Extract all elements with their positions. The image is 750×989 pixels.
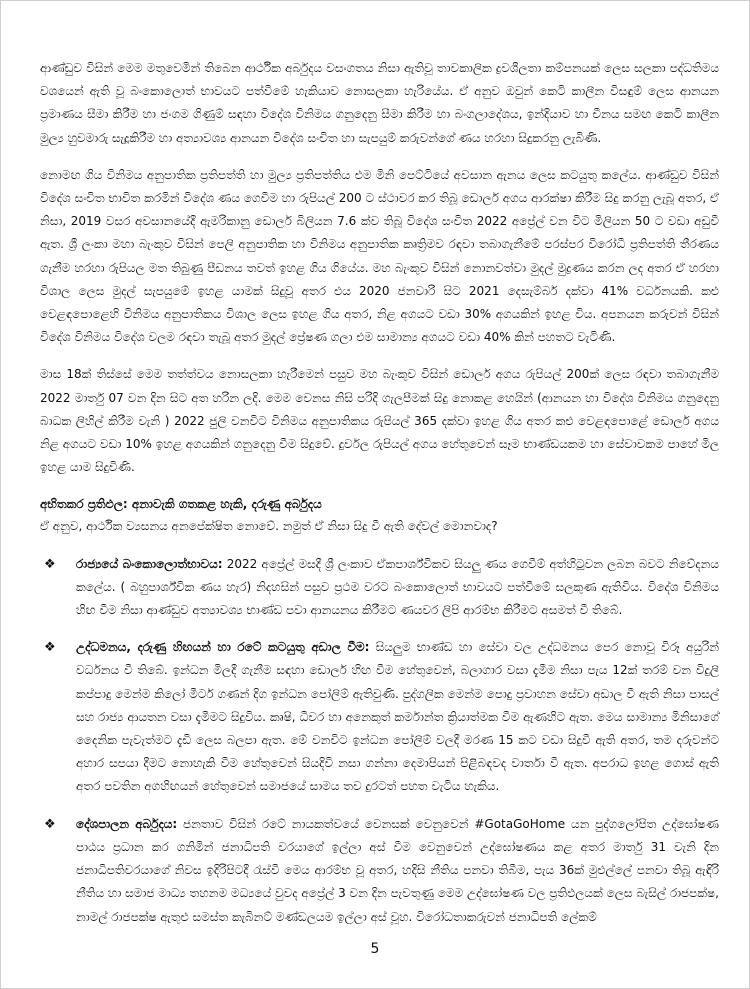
paragraph-1: ආණ්ඩුව විසින් මෙම මතුවෙමින් තිබෙන ආර්ථික අර්බුදය වසංගතය නිසා ඇතිවූ තාවකාලික ද්‍රවශීලතා කම්පනයක් ලෙස සලකා පද්ධතිමය වශයෙන් ඇති වූ බංකොලොත් භාවයට පත්වීමේ හැකියාව නොසලකා හැරියේය. ඒ අනුව ඔවුන් කෙටි කාලීන විසඳුම් ලෙස ආනයන ප්‍රමාණය සීමා කිරීම හා ජංගම ගිණුම් සඳහා විදේශ විනිමය ගනුදෙනු සීමා කිරීම හා බංගලාදේශය, ඉන්දියාව හා චීනය සමඟ කෙටි කාලීන මුල්‍ය හුවමාරු සැදූකිරීම හා අත්‍යාවශ්‍ය ආනයන විදේශ සංචිත හා සැපයුම් කරුවන්ගේ ණය හරහා සිදුකරනු ලැබිණි. xyxy=(40,61,719,145)
paragraph-2: නොමඟ ගිය විනිමය අනුපාතික ප්‍රතිපත්ති හා මුල්‍ය ප්‍රතිපත්තිය එම මිනි පෙට්ටියේ අවසාන ඇනය ලෙස කටයුතු කලේය. ආණ්ඩුව විසින් විදේශ සංචිත භාවිත කරමින් විදේශ ණය ගෙවීම හා රුපියල් 200 ට ස්ථාවර කර තිබූ ඩොලර් අගය ආරක්ෂා කිරීම සිදු කරනු ලැබූ අතර, ඒ නිසා, 2019 වසර අවසානයේදී ඇමරිකානු ඩොලර් බිලියන 7.6 ක්ව තිබූ විදේශ සංචිත 2022 අප්‍රේල් වන විට මිලියන 50 ට වඩා අඩුවී ඇත. ශ්‍රී ලංකා මහා බැංකුව විසින් පෙලි අනුපාතික හා විනිමය අනුපාතික කෘත්‍රිමව රඳවා තබාගැනීමේ පරස්පර විරෝධී ප්‍රතිපත්ති තීරණය ගැනීම හරහා රුපියල මත තිබුණු පීඩනය තවත් ඉහළ ගිය ගියේය. මහ බැංකුව විසින් නොනවත්වා මුදල් මුද්‍රණය කරන ලද අතර ඒ හරහා විශාල ලෙස මුදල් සැපයුමේ ඉහළ යාමක් සිදුවූ අතර එය 2020 ජනවාරි සිට 2021 දෙසැම්බර් දක්වා 41% වර්ධනයකි. කළු වෙළඳපොළෙහි විනිමය අනුපාතිකය විශාල ලෙස ඉහළ ගිය අතර, නිළ අගයට වඩා 30% අගයකින් ඉහළ විය. අපනයන කරුවන් විසින් විදේශ විනිමය විදේශ වලම රඳවා තැබූ අතර මුදල් ප්‍රේෂණ ගලා එම සාමාන්‍ය අගයට වඩා 40% කින් පහතට වැටිණි. xyxy=(40,167,719,345)
diamond-bullet-icon: ❖ xyxy=(44,816,56,832)
bullet-text xyxy=(76,813,719,929)
page-content xyxy=(40,57,719,943)
bullet-lead: රාජ්‍යයේ බංකොලොත්භාවය: xyxy=(76,556,223,571)
section-intro: ඒ අනුව, ආර්ථික ව්‍යසනය අනපේක්ෂිත නොවේ. නමුත් ඒ නිසා සිදු වී ඇති දේවල් මොනවාද? xyxy=(40,519,498,534)
bullet-text xyxy=(76,553,719,623)
bullet-body: 2022 අප්‍රේල් මසදී ශ්‍රී ලංකාව ඒකපාර්ශ්විකව සියලු ණය ගෙවීම් අත්හිටුවන ලබන බවට නිවේදනය කලේය. ( බහුපාර්ශ්වික ණය හැර) නිදහසින් පසුව ප්‍රථම වරට බංකොලොත් භාවයට පත්වීමේ සලකුණ ඇතිවිය. විදේශ විනිමය හිඟ වීම නිසා ආණ්ඩුව අත්‍යාවශ්‍ය භාණ්ඩ පවා ආනයනය කිරීමට ණයවර ලිපි ආරම්භ කිරීමට අසමත් වී තිබේ. xyxy=(76,556,719,618)
diamond-bullet-icon: ❖ xyxy=(44,640,56,656)
paragraph-3: මාස 18ක් තිස්සේ මෙම තත්ත්වය නොසලකා හැරීමෙන් පසුව මහ බැංකුව විසින් ඩොලර් අගය රුපියල් 200ක් ලෙස රඳවා තබාගැනීම 2022 මාර්තු 07 වන දින සිට අත හරින ලදි. මෙම වෙනස නිසි පරිදි ගැලපීමක් සිදු නොකළ හෙයින් (ආනයන හා විදේශ විනිමය ගනුදෙනු බාධක ලිහිල් කිරීම වැනි ) 2022 ජුලි වනවිට විනිමය අනුපාතිකය රුපියල් 365 දක්වා ඉහළ ගිය අතර කළු වෙළඳපොළේ ඩොලර් අගය නිළ අගයට වඩා 10% ඉහළ අගයකින් ගනුදෙනු වීම සිදුවේ. දුර්වල රුපියල් අගය හේතුවෙන් සෑම භාණ්ඩයකම හා සේවාවකම පාහේ මිල ඉහළ යාම සිදුවිණි. xyxy=(40,367,719,475)
section-heading: අභිතකර ප්‍රතිඵල: අනාවැකි ගතකළ හැකි, දරුණු අර්බුදය xyxy=(40,497,322,512)
bullet-body: ජනතාව විසින් රටේ නායකත්වයේ වෙනසක් වෙනුවෙන් #GotaGoHome යන පුද්ගලෝපිත උද්ඝෝෂණ පාඨය ප්‍රධාන කර ගනිමින් ජනාධිපති වරයාගේ ඉල්ලා අස් වීම වෙනුවෙන් උද්ඝෝෂණය කළ අතර මාර්තු 31 වැනි දින ජනාධිපතිවරයාගේ නිවස ඉදිරිපිටදී රැස්වී මෙය ආරම්භ වූ අතර, හදිසි නීතිය පනවා තිබීම, පැය 36ක් මුළුල්ලේ පනවා තිබූ ඇඳිරි නීතිය හා සමාජ මාධ්‍ය තහනම මධ්‍යයේ වුවද අප්‍රේල් 3 වන දින පැවතුණු මෙම උද්ඝෝෂණ වල ප්‍රතිඵලයක් ලෙස බැසිල් රාජපක්ෂ, නාමල් රාජපක්ෂ ඇතුළු සමස්ත කැබිනට් මණ්ඩලයම ඉල්ලා අස් වූහ. විරෝධතාකරුවන් ජනාධිපති ලේකම් xyxy=(76,816,719,924)
bullet-item-inflation xyxy=(40,636,719,798)
bullet-text xyxy=(76,636,719,798)
diamond-bullet-icon: ❖ xyxy=(44,556,56,572)
bullet-body: සියලුම භාණ්ඩ හා සේවා වල උද්ධමනය පෙර නොවූ විරූ අයුරින් වර්ධනය වී තිබේ. ඉන්ධන මිලදී ගැනීම සඳහා ඩොලර් හිඟ වීම හේතුවෙන්, බලාගාර වසා දැමීම නිසා පැය 12ක් තරම් වන විදුලි කප්පාදු මෙන්ම කිලෝ මීටර් ගණන් දිග ඉන්ධන පෝලිම් ඇතිවුණි. පුද්ගලික මෙන්ම පොදු ප්‍රවාහන සේවා අඩාල වී ඇති නිසා පාසල් සහ රාජ්‍ය ආයතන වසා දැමීමට සිදුවිය. කෘෂි, ධීවර හා අනෙකුත් කර්මාන්ත ක්‍රියාත්මක වීම ඇණහිට ඇත. මෙය සාමාන්‍ය මිනිසාගේ දෛනික පැවැත්මට දැඩි ලෙස බලපා ඇත. මේ වනවිට ඉන්ධන පෝලිම් වලදී මරණ 15 කට වඩා සිදුවී ඇති අතර, තම දරුවන්ට අහාර සපයා දීමට නොහැකි වීම හේතුවෙන් සියදිවි නසා ගන්නා දෙමාපියන් පිළිබඳවද වාර්තා වී ඇත. අපරාධ ඉහළ ගොස් ඇති අතර පවතින අගහිඟයන් හේතුවෙන් සමාජයේ සාමය තව දුරටත් පහත වැටිය හැකිය. xyxy=(76,640,719,794)
bullet-lead: දේශපාලන අර්බුදය: xyxy=(76,816,178,831)
bullet-item-bankruptcy xyxy=(40,553,719,623)
bullet-lead: උද්ධමනය, දරුණු හිඟයන් හා රටේ කටයුතු අඩාල වීම: xyxy=(76,640,370,655)
bullet-item-political-crisis xyxy=(40,813,719,929)
page-number: 5 xyxy=(370,941,380,957)
